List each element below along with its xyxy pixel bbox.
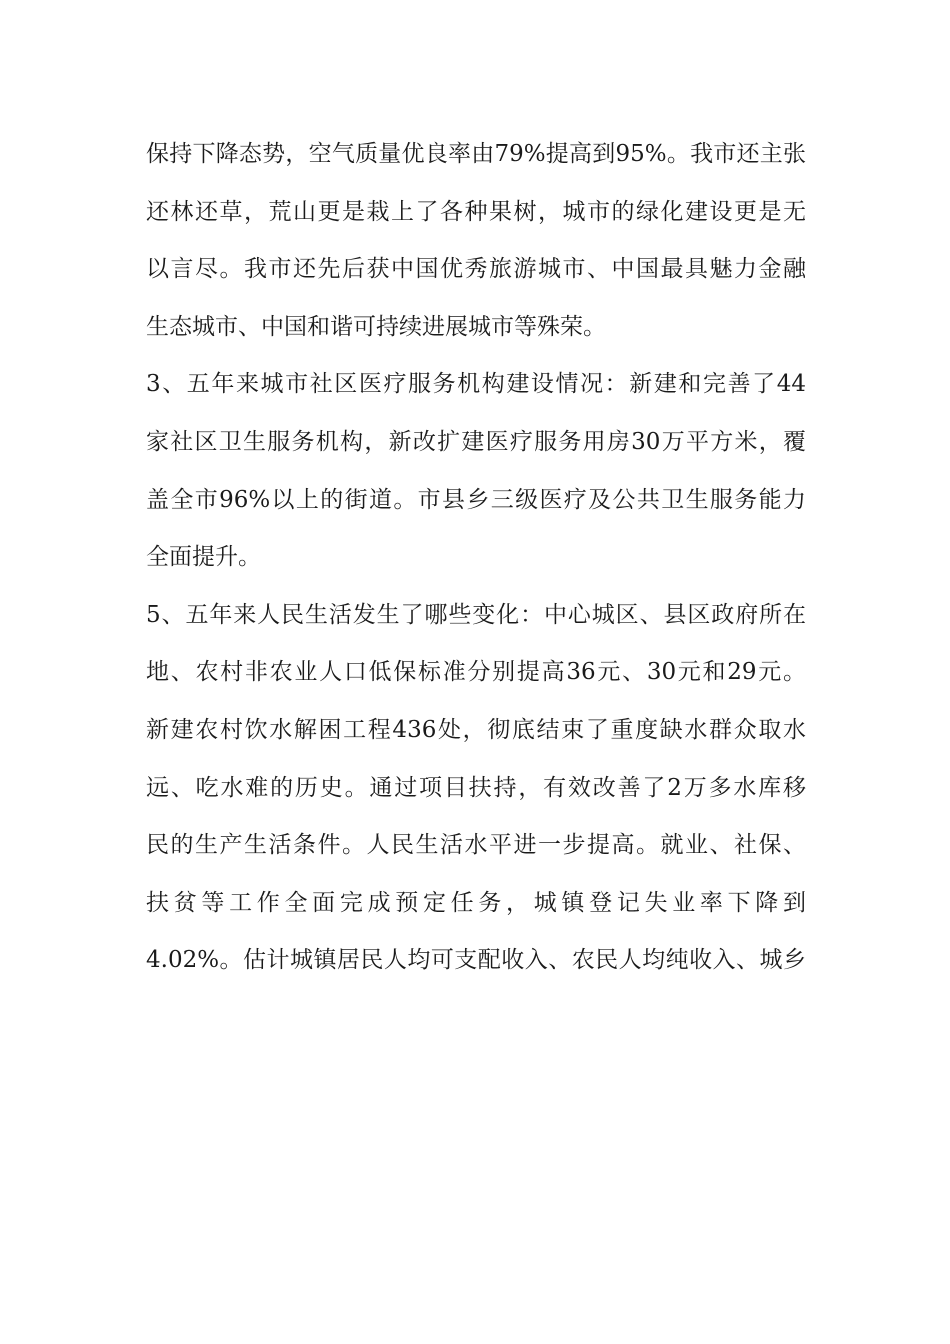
text-line: 新建农村饮水解困工程436处，彻底结束了重度缺水群众取水 — [146, 716, 806, 743]
text-line: 全面提升。 — [146, 544, 261, 571]
text-line: 生态城市、中国和谐可持续进展城市等殊荣。 — [146, 313, 606, 340]
text-line: 民的生产生活条件。人民生活水平进一步提高。就业、社保、 — [146, 832, 806, 859]
text-line: 盖全市96%以上的街道。市县乡三级医疗及公共卫生服务能力 — [146, 486, 806, 513]
text-line: 还林还草，荒山更是栽上了各种果树，城市的绿化建设更是无 — [146, 198, 806, 225]
text-line: 远、吃水难的历史。通过项目扶持，有效改善了2万多水库移 — [146, 774, 806, 801]
text-line: 地、农村非农业人口低保标准分别提高36元、30元和29元。 — [146, 659, 806, 686]
document-body — [146, 131, 806, 995]
text-line: 4.02%。估计城镇居民人均可支配收入、农民人均纯收入、城乡 — [146, 947, 806, 974]
text-line: 扶贫等工作全面完成预定任务，城镇登记失业率下降到 — [146, 889, 806, 916]
text-line: 5、五年来人民生活发生了哪些变化：中心城区、县区政府所在 — [146, 601, 806, 628]
text-line: 3、五年来城市社区医疗服务机构建设情况：新建和完善了44 — [146, 371, 806, 398]
text-line: 以言尽。我市还先后获中国优秀旅游城市、中国最具魅力金融 — [146, 256, 806, 283]
text-line: 家社区卫生服务机构，新改扩建医疗服务用房30万平方米，覆 — [146, 428, 806, 455]
text-line: 保持下降态势，空气质量优良率由79%提高到95%。我市还主张 — [146, 141, 806, 167]
